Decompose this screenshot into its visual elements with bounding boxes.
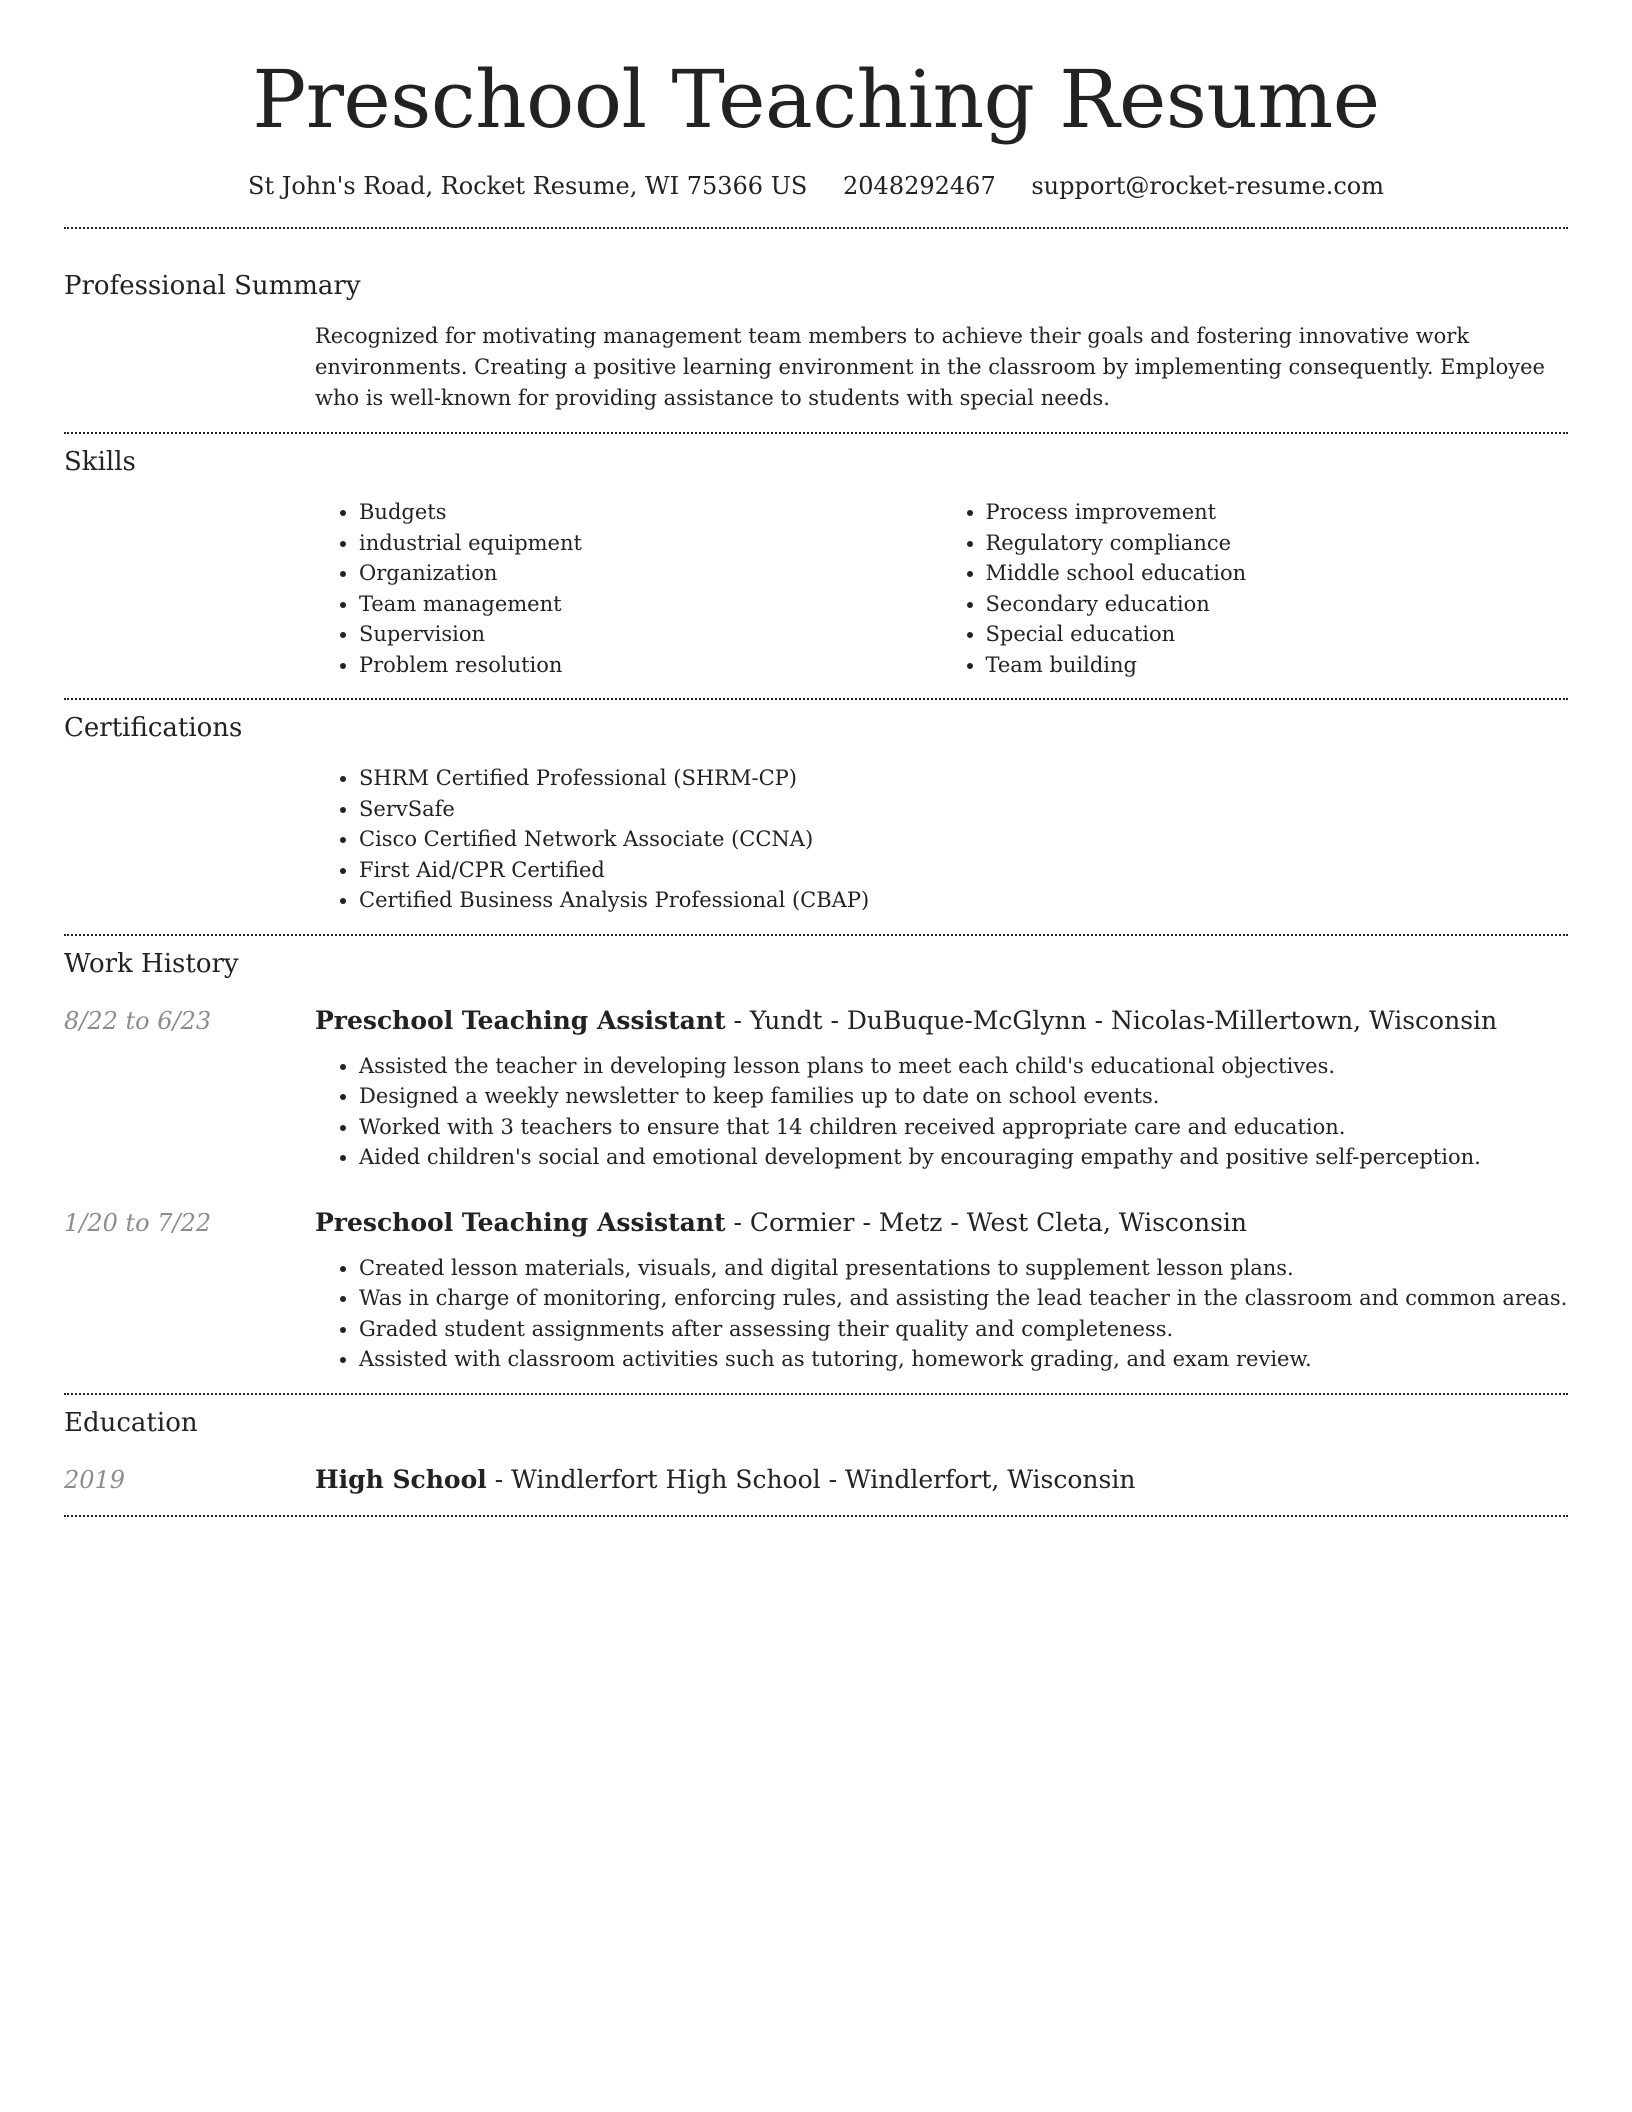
skills-list-right (942, 497, 1569, 680)
skill-item: • Special education (986, 619, 1569, 650)
job-entry (64, 1206, 1568, 1375)
certification-item: • Cisco Certified Network Associate (CCNA) (359, 824, 1568, 855)
job-dates: 8/22 to 6/23 (64, 1006, 212, 1035)
job-duties (315, 1051, 1568, 1173)
job-bullet: • Designed a weekly newsletter to keep families up to date on school events. (359, 1081, 1568, 1112)
job-bullet: • Worked with 3 teachers to ensure that 14 children received appropriate care and education. (359, 1112, 1568, 1143)
certifications-body (315, 763, 1568, 916)
email: support@rocket-resume.com (1031, 172, 1384, 200)
job-bullet: • Graded student assignments after assessing their quality and completeness. (359, 1314, 1568, 1345)
section-title-skills: Skills (64, 447, 136, 477)
job-bullet: • Assisted the teacher in developing lesson plans to meet each child's educational objectives. (359, 1051, 1568, 1082)
section-title-work-history: Work History (64, 948, 239, 979)
skill-item: • industrial equipment (359, 528, 942, 559)
skill-item: • Secondary education (986, 589, 1569, 620)
job-employer: - Cormier - Metz - West Cleta, Wisconsin (725, 1207, 1248, 1237)
skill-item: • Organization (359, 558, 942, 589)
divider (64, 1515, 1568, 1517)
job-bullet: • Was in charge of monitoring, enforcing rules, and assisting the lead teacher in the classroom and common areas. (359, 1283, 1568, 1314)
summary-text: Recognized for motivating management team members to achieve their goals and fostering innovative work environments. Creating a positive learning environment in the classroom by implementing consequently. Employee who is well-known for providing assistance to students with special needs. (315, 324, 1545, 410)
job-bullets (315, 1051, 1568, 1173)
education-title (315, 1463, 1568, 1497)
resume-page (64, 0, 1568, 1517)
certification-item: • First Aid/CPR Certified (359, 855, 1568, 886)
skill-item: • Budgets (359, 497, 942, 528)
job-employer: - Yundt - DuBuque-McGlynn - Nicolas-Millertown, Wisconsin (725, 1005, 1498, 1035)
divider (64, 432, 1568, 434)
job-dates: 1/20 to 7/22 (64, 1208, 212, 1237)
skill-item: • Supervision (359, 619, 942, 650)
divider (64, 227, 1568, 229)
section-title-education: Education (64, 1407, 198, 1438)
skill-item: • Process improvement (986, 497, 1569, 528)
address: St John's Road, Rocket Resume, WI 75366 US (248, 172, 808, 200)
skill-item: • Team management (359, 589, 942, 620)
job-role: Preschool Teaching Assistant (315, 1005, 726, 1035)
phone: 2048292467 (843, 172, 996, 200)
skill-item: • Middle school education (986, 558, 1569, 589)
job-title (315, 1004, 1568, 1038)
job-entry (64, 1004, 1568, 1173)
skills-grid (315, 497, 1568, 680)
summary-body (315, 321, 1568, 414)
job-bullet: • Aided children's social and emotional development by encouraging empathy and positive self-perception. (359, 1142, 1568, 1173)
education-school: - Windlerfort High School - Windlerfort, Wisconsin (486, 1464, 1136, 1494)
certification-item: • SHRM Certified Professional (SHRM-CP) (359, 763, 1568, 794)
job-duties (315, 1253, 1568, 1375)
certifications-list (315, 763, 1568, 916)
skill-item: • Regulatory compliance (986, 528, 1569, 559)
job-bullet: • Assisted with classroom activities such as tutoring, homework grading, and exam review. (359, 1344, 1568, 1375)
section-title-certifications: Certifications (64, 713, 243, 743)
job-bullet: • Created lesson materials, visuals, and digital presentations to supplement lesson plans. (359, 1253, 1568, 1284)
skill-item: • Team building (986, 650, 1569, 681)
education-year: 2019 (64, 1465, 126, 1494)
divider (64, 1393, 1568, 1395)
section-title-summary: Professional Summary (64, 271, 361, 301)
skills-list-left (315, 497, 942, 680)
certification-item: • ServSafe (359, 794, 1568, 825)
resume-name: Preschool Teaching Resume (252, 53, 1380, 146)
skill-item: • Problem resolution (359, 650, 942, 681)
job-title (315, 1206, 1568, 1240)
divider (64, 698, 1568, 700)
job-bullets (315, 1253, 1568, 1375)
education-degree: High School (315, 1464, 487, 1494)
education-entry (64, 1463, 1568, 1497)
contact-line (64, 170, 1568, 202)
certification-item: • Certified Business Analysis Professional (CBAP) (359, 885, 1568, 916)
job-role: Preschool Teaching Assistant (315, 1207, 726, 1237)
divider (64, 934, 1568, 936)
